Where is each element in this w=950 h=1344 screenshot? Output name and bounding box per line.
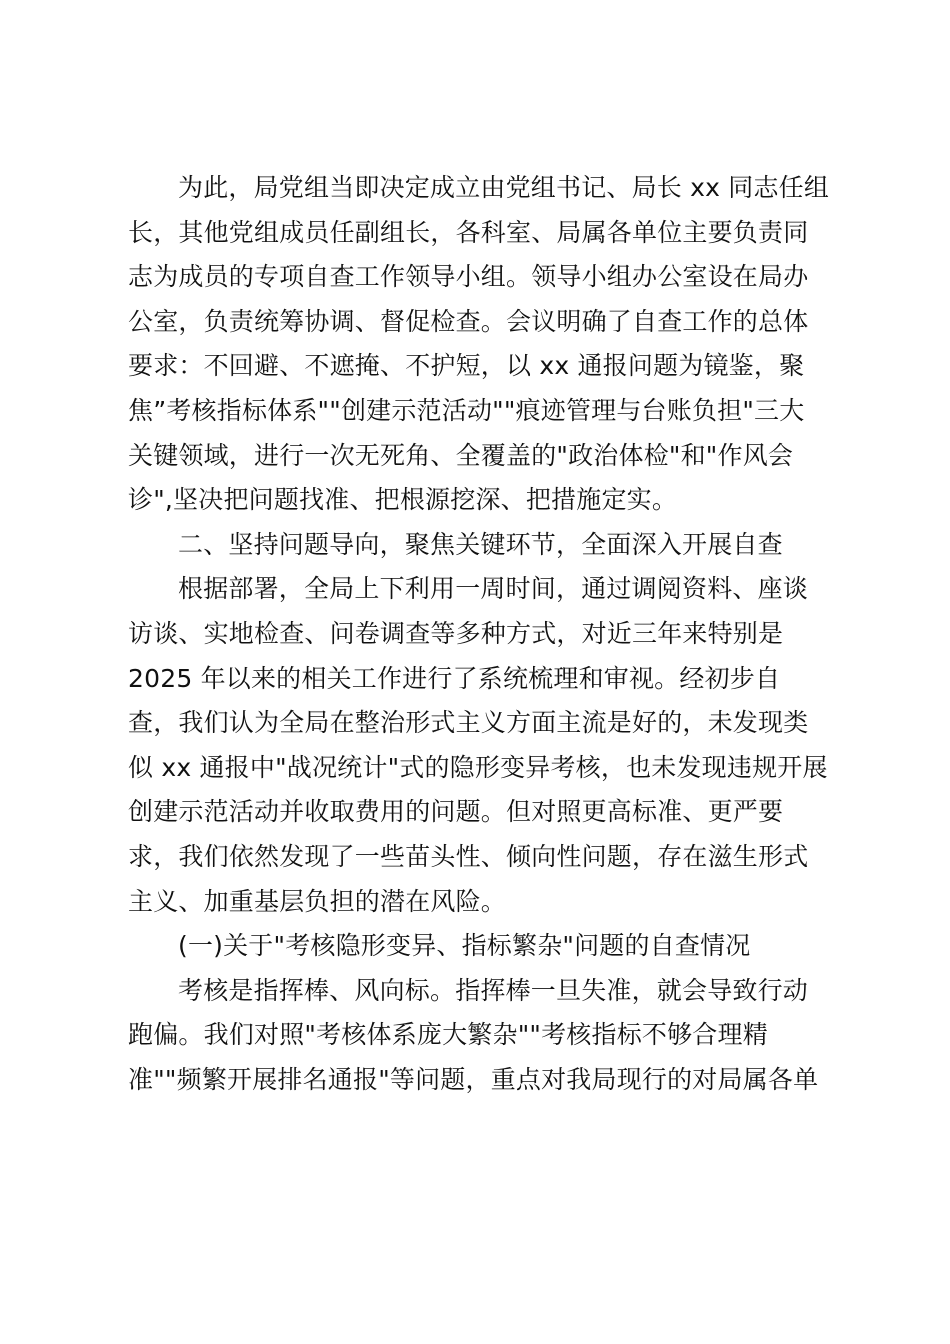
text-line: 2025 年以来的相关工作进行了系统梳理和审视。经初步自 bbox=[128, 663, 781, 693]
text-line: 考核是指挥棒、风向标。指挥棒一旦失准，就会导致行动 bbox=[178, 975, 809, 1005]
text-line: 关键领域，进行一次无死角、全覆盖的"政治体检"和"作风会 bbox=[128, 440, 794, 470]
text-line: 求，我们依然发现了一些苗头性、倾向性问题，存在滋生形式 bbox=[128, 841, 809, 871]
subsection-heading bbox=[128, 924, 830, 969]
text-line: 主义、加重基层负担的潜在风险。 bbox=[128, 886, 507, 916]
text-line: 为此，局党组当即决定成立由党组书记、局长 xx 同志任组 bbox=[178, 173, 830, 202]
paragraph bbox=[128, 969, 830, 1103]
text-line: 跑偏。我们对照"考核体系庞大繁杂""考核指标不够合理精 bbox=[128, 1020, 768, 1050]
text-line: 焦”考核指标体系""创建示范活动""痕迹管理与台账负担"三大 bbox=[128, 395, 805, 425]
text-line: 公室，负责统筹协调、督促检查。会议明确了自查工作的总体 bbox=[128, 306, 809, 336]
text-line: 志为成员的专项自查工作领导小组。领导小组办公室设在局办 bbox=[128, 262, 809, 292]
paragraph bbox=[128, 166, 830, 523]
text-line: 似 xx 通报中"战况统计"式的隐形变异考核，也未发现违规开展 bbox=[128, 752, 828, 782]
text-line: 长，其他党组成员任副组长，各科室、局属各单位主要负责同 bbox=[128, 217, 809, 247]
text-line: 访谈、实地检查、问卷调查等多种方式，对近三年来特别是 bbox=[128, 618, 784, 648]
heading-text: 二、坚持问题导向，聚焦关键环节，全面深入开展自查 bbox=[178, 529, 783, 559]
paragraph bbox=[128, 567, 830, 924]
text-line: 准""频繁开展排名通报"等问题，重点对我局现行的对局属各单 bbox=[128, 1064, 819, 1094]
text-line: 根据部署，全局上下利用一周时间，通过调阅资料、座谈 bbox=[178, 574, 809, 604]
heading-text: (一)关于"考核隐形变异、指标繁杂"问题的自查情况 bbox=[178, 931, 751, 961]
text-line: 诊",坚决把问题找准、把根源挖深、把措施定实。 bbox=[128, 485, 678, 515]
document-body bbox=[128, 166, 830, 1102]
text-line: 查，我们认为全局在整治形式主义方面主流是好的，未发现类 bbox=[128, 708, 809, 738]
text-line: 创建示范活动并收取费用的问题。但对照更高标准、更严要 bbox=[128, 797, 784, 827]
text-line: 要求：不回避、不遮掩、不护短，以 xx 通报问题为镜鉴，聚 bbox=[128, 351, 805, 381]
section-heading bbox=[128, 523, 830, 568]
